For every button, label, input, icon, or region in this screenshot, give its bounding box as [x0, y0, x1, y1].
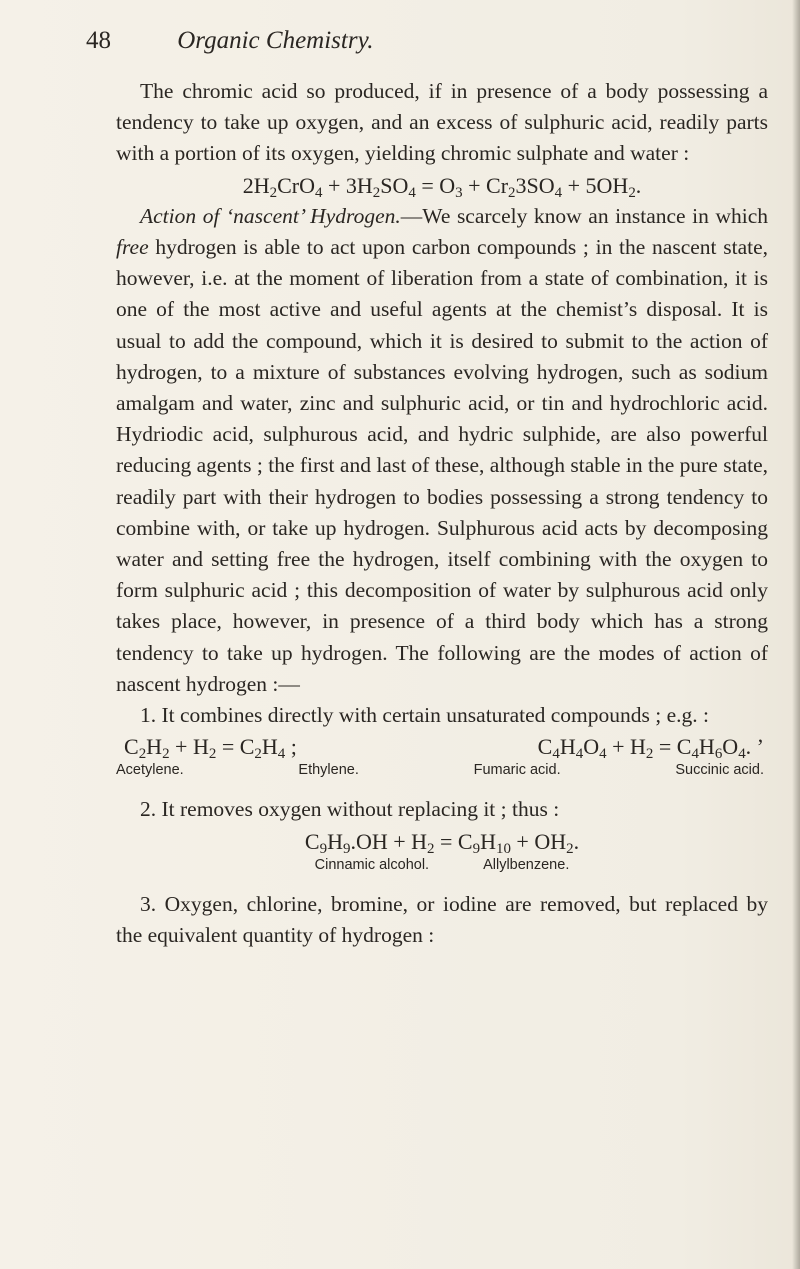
label-cinnamic-alcohol: Cinnamic alcohol.	[314, 856, 430, 873]
list-item-1: 1. It combines directly with certain unsaturated compounds ; e.g. :	[140, 703, 710, 728]
equation-fumaric: $C_4H_4O_4 + H_2 = C_4H_6O_4$. ’	[537, 734, 764, 763]
running-title: Organic Chemistry.	[177, 27, 374, 54]
equation-labels-1	[116, 760, 768, 780]
label-succinic-acid: Succinic acid.	[675, 762, 764, 779]
page-header	[86, 26, 746, 56]
equation-unsaturated	[116, 731, 768, 762]
section-heading: Action of ‘nascent’ Hydrogen.	[140, 203, 401, 228]
equation-labels-2	[116, 855, 768, 875]
paragraph-chromic-acid: The chromic acid so produced, if in presence of a body possessing a tendency to take up oxygen, and an excess of sulphuric acid, readily parts with a portion of its oxygen, yielding chromic sulphate and water :	[116, 79, 768, 166]
equation-chromic: $2H_2CrO_4 + 3H_2SO_4 = O_3 + Cr_23SO_4 + 5OH_2$.	[242, 172, 642, 201]
paragraph-nascent-hydrogen: Action of ‘nascent’ Hydrogen.—We scarcely know an instance in which free hydrogen is able to act upon carbon compounds ; in the nascent state, however, i.e. at the moment of liberation from a state of combination, it is one of the most active and useful agents at the chemist’s disposal. It is usual to add the compound, which it is desired to submit to the action of hydrogen, to a mixture of substances evolving hydrogen, such as sodium amalgam and water, zinc and sulphuric acid, or tin and hydrochloric acid. Hydriodic acid, sulphurous acid, and hydric sulphide, are also powerful reducing agents ; the first and last of these, although stable in the pure state, readily part with their hydrogen to bodies possessing a strong tendency to combine with, or take up hydrogen. Sulphurous acid acts by decomposing water and setting free the hydrogen, itself combining with the oxygen to form sulphuric acid ; this decomposition of water by sulphurous acid only takes place, however, in presence of a third body which has a strong tendency to take up hydrogen. The following are the modes of action of nascent hydrogen :—	[116, 203, 769, 696]
list-item-2: 2. It removes oxygen without replacing it ; thus :	[140, 797, 560, 822]
label-ethylene: Ethylene.	[298, 762, 359, 779]
label-fumaric-acid: Fumaric acid.	[473, 762, 561, 779]
equation-cinnamic: $C_9H_9.OH + H_2 = C_9H_{10} + OH_2$.	[304, 828, 580, 857]
label-allylbenzene: Allylbenzene.	[483, 856, 570, 873]
list-item-3: 3. Oxygen, chlorine, bromine, or iodine are removed, but replaced by the equivalent quantity of hydrogen :	[116, 891, 768, 948]
label-acetylene: Acetylene.	[116, 762, 184, 779]
emphasis-free: free	[116, 235, 149, 260]
page-body	[116, 76, 768, 951]
equation-acetylene: $C_2H_2 + H_2 = C_2H_4$ ;	[124, 734, 297, 763]
page-number: 48	[86, 27, 111, 54]
page-edge-shadow	[792, 0, 800, 1269]
